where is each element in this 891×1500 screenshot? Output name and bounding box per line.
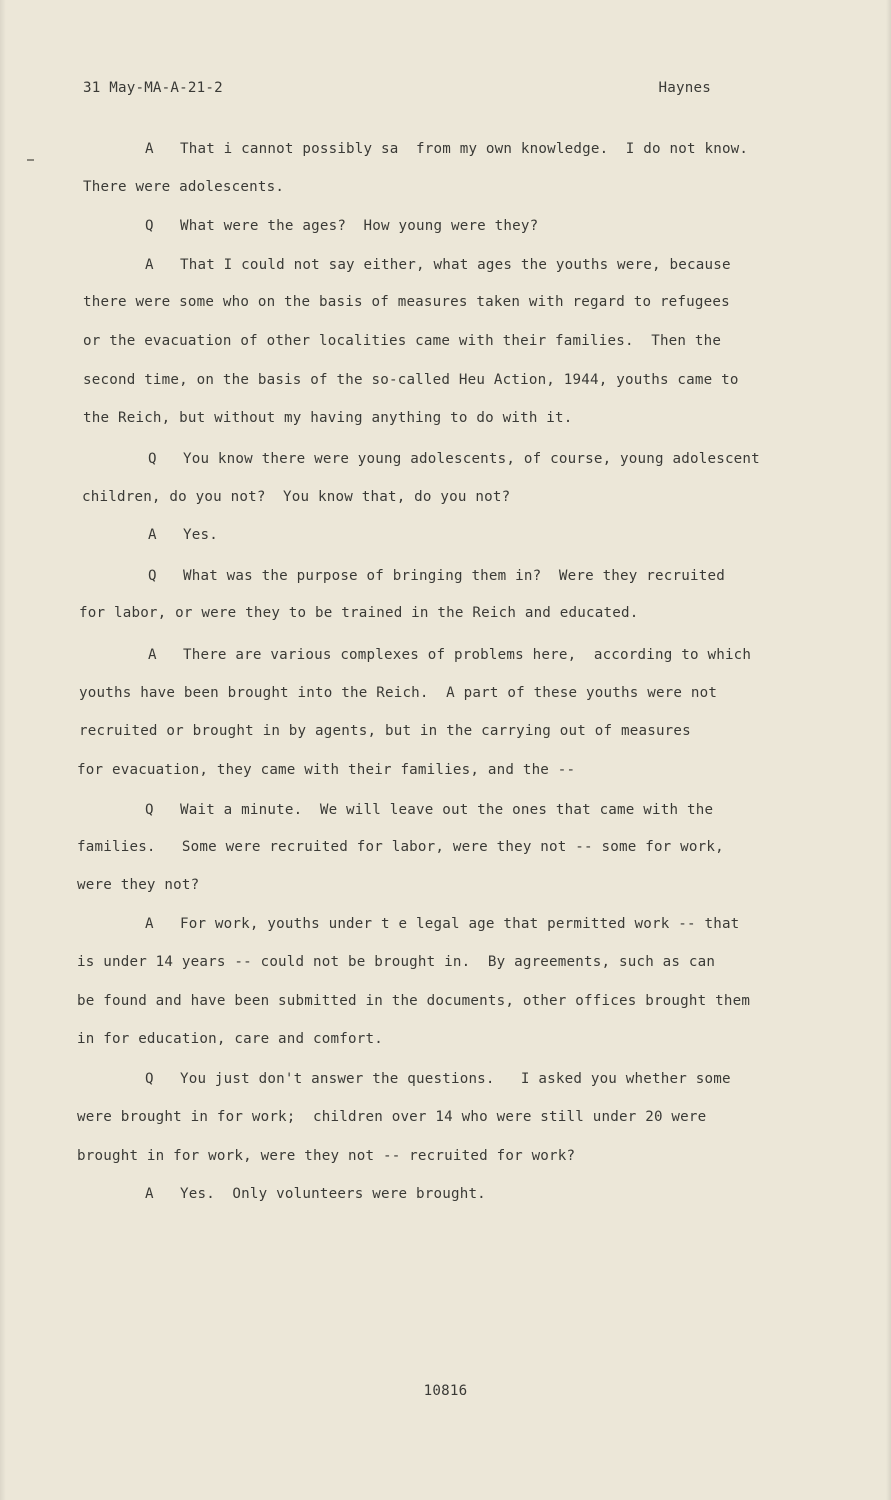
page-edge-right [886,0,891,1500]
transcript-line: There were adolescents. [83,179,285,195]
transcript-line: recruited or brought in by agents, but in the carrying out of measures [79,723,691,739]
page-edge-left [0,0,6,1500]
transcript-line: Q What was the purpose of bringing them in? Were they recruited [148,568,725,584]
transcript-line: brought in for work, were they not -- recruited for work? [77,1148,576,1164]
page-header [83,80,711,102]
transcript-line: or the evacuation of other localities came with their families. Then the [83,333,722,349]
transcript-line: youths have been brought into the Reich. A part of these youths were not [79,685,718,701]
transcript-line: families. Some were recruited for labor, were they not -- some for work, [77,839,724,855]
transcript-line: A There are various complexes of problems here, according to which [148,647,752,663]
transcript-line: A Yes. [148,527,218,543]
transcript-line: in for education, care and comfort. [77,1031,383,1047]
transcript-line: A Yes. Only volunteers were brought. [145,1186,486,1202]
transcript-line: be found and have been submitted in the documents, other offices brought them [77,993,751,1009]
transcript-line: were they not? [77,877,200,893]
transcript-line: Q You just don't answer the questions. I asked you whether some [145,1071,731,1087]
transcript-line: A That i cannot possibly sa from my own knowledge. I do not know. [145,141,749,157]
margin-mark [27,159,34,161]
transcript-line: there were some who on the basis of measures taken with regard to refugees [83,294,730,310]
transcript-line: is under 14 years -- could not be brought in. By agreements, such as can [77,954,716,970]
document-reference: 31 May-MA-A-21-2 [83,80,223,96]
transcript-line: Q What were the ages? How young were they? [145,218,539,234]
transcript-line: for evacuation, they came with their families, and the -- [77,762,576,778]
transcript-line: the Reich, but without my having anything to do with it. [83,410,573,426]
transcript-line: were brought in for work; children over 14 who were still under 20 were [77,1109,707,1125]
transcript-line: Q Wait a minute. We will leave out the ones that came with the [145,802,714,818]
transcript-line: children, do you not? You know that, do you not? [82,489,511,505]
page-number: 10816 [423,1383,468,1399]
transcript-line: A For work, youths under t e legal age that permitted work -- that [145,916,740,932]
transcript-line: Q You know there were young adolescents, of course, young adolescent [148,451,760,467]
transcript-line: second time, on the basis of the so-called Heu Action, 1944, youths came to [83,372,739,388]
transcript-line: for labor, or were they to be trained in the Reich and educated. [79,605,639,621]
speaker-name: Haynes [658,80,711,96]
transcript-line: A That I could not say either, what ages the youths were, because [145,257,731,273]
